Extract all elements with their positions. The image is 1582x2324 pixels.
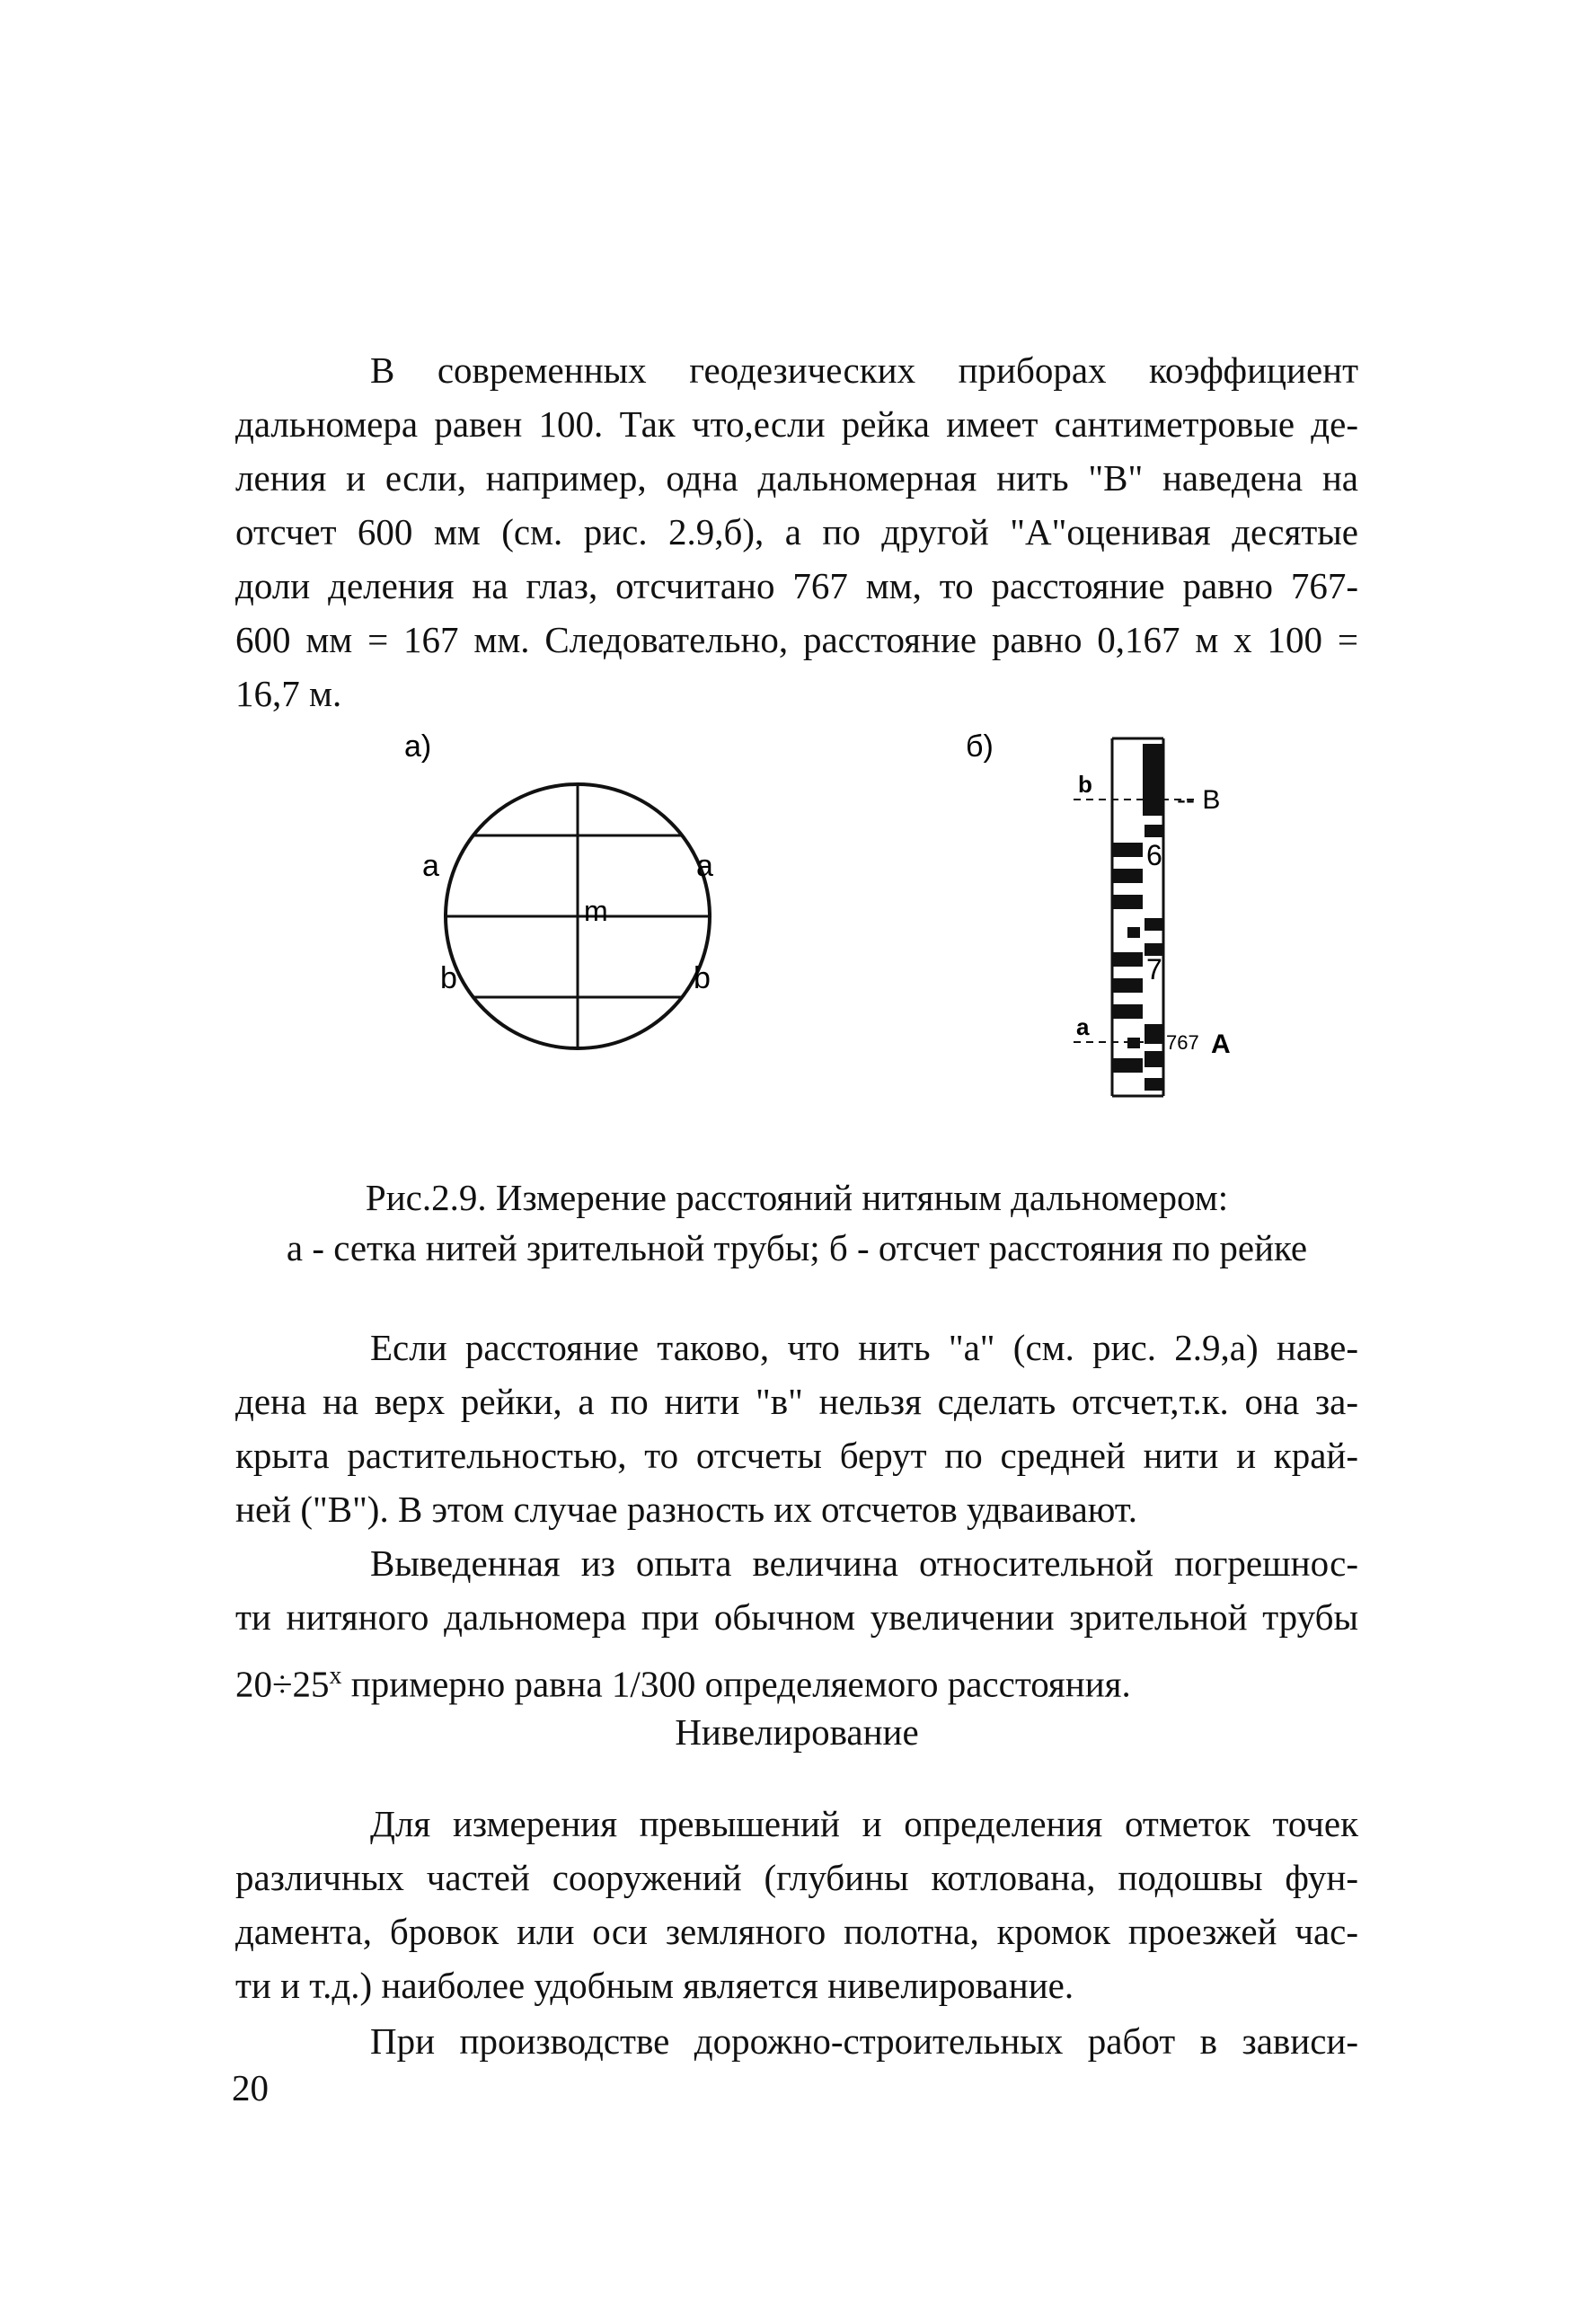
staff-tick: [1112, 952, 1143, 967]
staff-tick: [1127, 927, 1140, 938]
text-line: Если расстояние таково, что нить "а" (см. рис. 2.9,а) наве-: [370, 1327, 1358, 1368]
text-line: дена на верх рейки, а по нити "в" нельзя сделать отсчет,т.к. она за-: [235, 1381, 1358, 1422]
text-line: дамента, бровок или оси земляного полотна, кромок проезжей час-: [235, 1911, 1358, 1952]
staff-tick: [1145, 1078, 1162, 1091]
paragraph-2: [235, 1321, 1358, 1536]
text-line: отсчет 600 мм (см. рис. 2.9,б), а по другой "А"оценивая десятые: [235, 511, 1358, 552]
text-line: ти нитяного дальномера при обычном увеличении зрительной трубы: [235, 1596, 1358, 1638]
text-line: В современных геодезических приборах коэффициент: [370, 349, 1358, 391]
label-a-right: a: [696, 849, 713, 883]
text-fragment: 20÷25: [235, 1663, 330, 1705]
panel-a-reticle: [404, 729, 713, 1048]
figure-2-9: [0, 719, 1582, 1168]
text-line: Для измерения превышений и определения отметок точек: [370, 1803, 1358, 1844]
section-heading: Нивелирование: [675, 1711, 919, 1753]
text-line: ти и т.д.) наиболее удобным является нивелирование.: [235, 1965, 1074, 2006]
label-a-staff: a: [1076, 1013, 1090, 1040]
figure-caption: [235, 1172, 1358, 1273]
text-line: различных частей сооружений (глубины котлована, подошвы фун-: [235, 1857, 1358, 1898]
paragraph-3: [235, 1536, 1358, 1711]
text-line: ления и если, например, одна дальномерная нить "В" наведена на: [235, 457, 1358, 499]
staff-tick: [1112, 1058, 1143, 1073]
caption-line-2: а - сетка нитей зрительной трубы; б - отсчет расстояния по рейке: [286, 1227, 1308, 1268]
paragraph-1: [235, 343, 1358, 720]
text-line: ней ("В"). В этом случае разность их отсчетов удваивают.: [235, 1489, 1137, 1530]
panel-a-label: а): [404, 729, 432, 764]
text-line: доли деления на глаз, отсчитано 767 мм, то расстояние равно 767-: [235, 565, 1358, 606]
staff-tick: [1145, 825, 1162, 837]
staff-tick: [1112, 895, 1143, 909]
staff-tick: [1112, 1004, 1143, 1019]
staff-tick: [1112, 978, 1143, 993]
text-line: дальномера равен 100. Так что,если рейка имеет сантиметровые де-: [235, 403, 1358, 445]
label-b-staff: b: [1078, 771, 1092, 798]
staff-tick: [1145, 918, 1162, 931]
text-line: крыта растительностью, то отсчеты берут по средней нити и край-: [235, 1435, 1358, 1476]
panel-b-label: б): [966, 729, 994, 764]
staff-tick: [1112, 843, 1143, 857]
staff-tick: [1112, 869, 1143, 883]
page-number: 20: [232, 2067, 269, 2108]
panel-b-staff: [966, 729, 1231, 1096]
staff-digit-6: 6: [1146, 839, 1162, 871]
label-A-staff: A: [1211, 1029, 1231, 1059]
text-line: Выведенная из опыта величина относительной погрешнос-: [370, 1542, 1358, 1584]
text-line: [235, 1649, 1358, 1711]
label-b-left: b: [440, 961, 457, 995]
label-b-right: b: [694, 961, 711, 995]
paragraph-5: [235, 2014, 1358, 2068]
label-a-left: a: [422, 849, 439, 883]
text-line: При производстве дорожно-строительных работ в зависи-: [370, 2020, 1358, 2062]
text-line: 16,7 м.: [235, 673, 342, 714]
label-B-staff: -- В: [1177, 785, 1221, 815]
text-line: 600 мм = 167 мм. Следовательно, расстояние равно 0,167 м х 100 =: [235, 619, 1358, 660]
label-m: m: [584, 895, 608, 927]
staff-tick: [1145, 1051, 1162, 1067]
text-fragment: примерно равна 1/300 определяемого расстояния.: [341, 1663, 1131, 1705]
label-767: 767: [1166, 1031, 1199, 1054]
staff-digit-7: 7: [1146, 953, 1162, 985]
caption-line-1: Рис.2.9. Измерение расстояний нитяным дальномером:: [365, 1177, 1229, 1218]
superscript: х: [329, 1662, 342, 1690]
staff-tick: [1143, 744, 1162, 816]
paragraph-4: [235, 1797, 1358, 2012]
staff-tick: [1145, 1024, 1162, 1044]
